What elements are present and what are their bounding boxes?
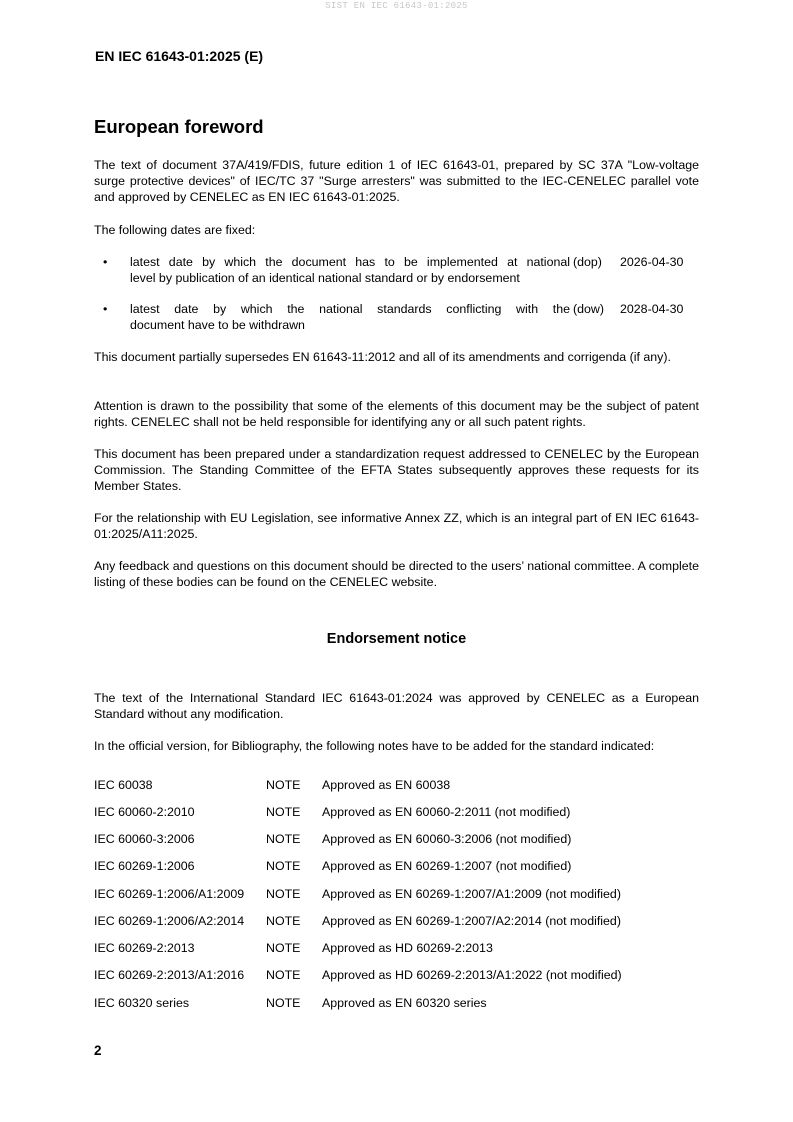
note-standard: IEC 60269-1:2006/A2:2014: [94, 914, 245, 928]
note-standard: IEC 60269-1:2006: [94, 859, 195, 873]
foreword-title: European foreword: [94, 116, 264, 137]
document-id: EN IEC 61643-01:2025 (E): [95, 48, 264, 64]
note-label: NOTE: [266, 968, 301, 982]
note-text: Approved as HD 60269-2:2013/A1:2022 (not modified): [322, 968, 622, 982]
note-text: Approved as EN 60060-3:2006 (not modified): [322, 832, 572, 846]
note-row: [94, 967, 699, 983]
note-label: NOTE: [266, 778, 301, 792]
date-description: [130, 254, 570, 286]
note-row: [94, 913, 699, 929]
note-text: Approved as EN 60269-1:2007/A2:2014 (not modified): [322, 914, 621, 928]
foreword-paragraph-3: This document partially supersedes EN 61643-11:2012 and all of its amendments and corrigenda (if any).: [94, 350, 671, 364]
note-text: Approved as EN 60060-2:2011 (not modified): [322, 805, 571, 819]
foreword-paragraph-2: The following dates are fixed:: [94, 223, 256, 237]
note-standard: IEC 60060-3:2006: [94, 832, 195, 846]
note-standard: IEC 60269-2:2013/A1:2016: [94, 968, 245, 982]
note-label: NOTE: [266, 859, 301, 873]
date-code: (dow): [573, 302, 604, 316]
note-standard: IEC 60320 series: [94, 996, 190, 1010]
foreword-paragraph-5: This document has been prepared under a standardization request addressed to CENELEC by the European Commission. The Standing Committee of the EFTA States subsequently approves these requests for its Member States.: [94, 447, 699, 493]
note-standard: IEC 60269-2:2013: [94, 941, 195, 955]
note-row: [94, 886, 699, 902]
note-text: Approved as HD 60269-2:2013: [322, 941, 493, 955]
date-value: 2028-04-30: [620, 302, 684, 316]
date-code: (dop): [573, 255, 602, 269]
date-description-line-2: level by publication of an identical national standard or by endorsement: [130, 271, 520, 285]
note-row: [94, 831, 699, 847]
note-label: NOTE: [266, 914, 301, 928]
foreword-paragraph-7: Any feedback and questions on this document should be directed to the users’ national committee. A complete listing of these bodies can be found on the CENELEC website.: [94, 559, 699, 589]
note-row: [94, 804, 699, 820]
foreword-paragraph-6: For the relationship with EU Legislation, see informative Annex ZZ, which is an integral part of EN IEC 61643-01:2025/A11:2025.: [94, 511, 699, 541]
note-text: Approved as EN 60269-1:2007 (not modified): [322, 859, 572, 873]
date-description: [130, 301, 570, 333]
foreword-paragraph-1: The text of document 37A/419/FDIS, future edition 1 of IEC 61643-01, prepared by SC 37A "Low-voltage surge protective devices" of IEC/TC 37 "Surge arresters" was submitted to the IEC-CENELEC parallel vote and approved by CENELEC as EN IEC 61643-01:2025.: [94, 158, 699, 204]
date-description-line-1: latest date by which the document has to be implemented at national: [130, 255, 570, 269]
note-standard: IEC 60038: [94, 778, 153, 792]
bullet-icon: •: [103, 302, 108, 316]
note-standard: IEC 60060-2:2010: [94, 805, 195, 819]
note-label: NOTE: [266, 805, 301, 819]
date-description-line-2: document have to be withdrawn: [130, 318, 305, 332]
endorsement-paragraph-1: The text of the International Standard IEC 61643-01:2024 was approved by CENELEC as a European Standard without any modification.: [94, 691, 699, 721]
note-row: [94, 940, 699, 956]
watermark: SIST EN IEC 61643-01:2025: [325, 1, 468, 11]
note-row: [94, 858, 699, 874]
date-description-line-1: latest date by which the national standards conflicting with the: [130, 302, 570, 316]
note-label: NOTE: [266, 996, 301, 1010]
note-label: NOTE: [266, 887, 301, 901]
endorsement-title: Endorsement notice: [326, 631, 467, 647]
endorsement-paragraph-2: In the official version, for Bibliography, the following notes have to be added for the standard indicated:: [94, 739, 655, 753]
note-standard: IEC 60269-1:2006/A1:2009: [94, 887, 245, 901]
note-row: [94, 777, 699, 793]
note-text: Approved as EN 60320 series: [322, 996, 487, 1010]
foreword-paragraph-4: Attention is drawn to the possibility that some of the elements of this document may be the subject of patent rights. CENELEC shall not be held responsible for identifying any or all such patent rights.: [94, 399, 699, 429]
note-label: NOTE: [266, 941, 301, 955]
bullet-icon: •: [103, 255, 108, 269]
note-text: Approved as EN 60269-1:2007/A1:2009 (not modified): [322, 887, 621, 901]
note-label: NOTE: [266, 832, 301, 846]
note-row: [94, 995, 699, 1011]
note-text: Approved as EN 60038: [322, 778, 451, 792]
page-number: 2: [94, 1043, 102, 1058]
date-value: 2026-04-30: [620, 255, 684, 269]
